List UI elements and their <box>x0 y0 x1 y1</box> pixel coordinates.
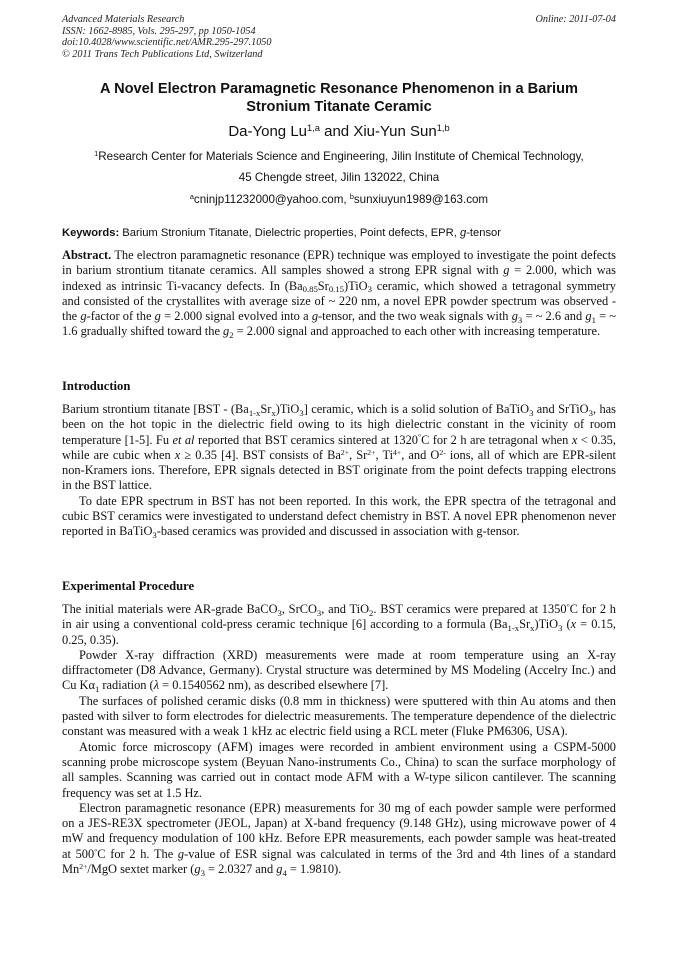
author-and: and <box>319 123 354 140</box>
paragraph-text: Sr <box>519 617 531 632</box>
keywords-g: g <box>459 227 467 239</box>
paragraph-text: = 0.1540562 nm), as described elsewhere [7]. <box>159 678 389 693</box>
paragraph-text: = 2.0327 and <box>204 862 277 877</box>
doi-line: doi:10.4028/www.scientific.net/AMR.295-297.1050 <box>62 37 272 49</box>
abstract <box>62 248 616 340</box>
paragraph-text: Powder X-ray diffraction (XRD) measurements were made at room temperature using an X-ray diffractometer (D8 Advance, Germany). Crystal structure was determined by MS Modeling (Accelry Inc.) and Cu Kα <box>62 647 616 693</box>
author-list <box>62 123 616 141</box>
abstract-sub: 3 <box>367 284 372 295</box>
exp-paragraph-3: The surfaces of polished ceramic disks (0.8 mm in thickness) were sputtered with thin Au atoms and then pasted with silver to form electrodes for dielectric measurements. The temperature dependence of the dielectric constant was measured with a weak 1 kHz ac electric field using a RCL meter (Fluke PM6306, USA). <box>62 693 616 739</box>
exp-paragraph-2 <box>62 648 616 694</box>
paragraph-text: Sr <box>260 402 272 416</box>
paragraph-text: )TiO <box>534 617 559 632</box>
abstract-text: g <box>223 324 230 339</box>
paragraph-text: C for 2 h. The <box>97 846 178 861</box>
intro-paragraph-2 <box>62 494 616 540</box>
abstract-text: g <box>311 309 319 324</box>
paragraph-text: The initial materials were AR-grade BaCO <box>62 602 278 616</box>
abstract-text: = 2.000 signal evolved into a <box>160 309 312 324</box>
italic-text: x <box>571 432 578 447</box>
online-date: Online: 2011-07-04 <box>535 14 616 25</box>
abstract-label: Abstract. <box>62 248 112 262</box>
email-a[interactable]: cninjp11232000@yahoo.com <box>193 193 344 206</box>
paragraph-text: radiation ( <box>99 678 154 693</box>
title-line-1: A Novel Electron Paramagnetic Resonance Phenomenon in a Barium <box>100 81 578 97</box>
subscript-text: 3 <box>152 529 157 540</box>
italic-text: et al <box>172 432 195 447</box>
superscript-text: 2+ <box>340 447 350 457</box>
paragraph-text: , has been on the hot topic in the dielectric field owing to its high dielectric constant in the vicinity of room temperature [1-5]. Fu <box>62 402 616 447</box>
superscript-text: ° <box>94 846 98 856</box>
superscript-text: 2+ <box>367 447 376 457</box>
abstract-text: = 2.000, which was indexed as intrinsic Ti-vacancy defects. In (Ba <box>62 263 617 293</box>
issn-line: ISSN: 1662-8985, Vols. 295-297, pp 1050-1054 <box>62 25 256 37</box>
subscript-text: 3 <box>558 622 563 633</box>
title-line-2: Stronium Titanate Ceramic <box>246 99 432 115</box>
abstract-text: The electron paramagnetic resonance (EPR) technique was employed to investigate the point defects in barium strontium titanate ceramics. All samples showed a strong EPR signal with <box>62 248 616 278</box>
abstract-text: Sr <box>317 278 329 293</box>
abstract-text: g <box>80 309 87 324</box>
subscript-text: 1-x <box>248 407 261 418</box>
affiliation-line-2: 45 Chengde street, Jilin 132022, China <box>238 171 440 184</box>
abstract-text: )TiO <box>343 278 368 293</box>
keywords <box>62 226 616 240</box>
introduction-body <box>62 402 616 540</box>
paragraph-text: )TiO <box>275 402 300 416</box>
paper-title <box>62 80 616 116</box>
subscript-text: 3 <box>529 407 534 418</box>
subscript-text: x <box>530 622 535 633</box>
email-separator: , <box>343 193 350 206</box>
copyright-line: © 2011 Trans Tech Publications Ltd, Switzerland <box>62 48 263 60</box>
affiliation-number: 1 <box>94 149 99 159</box>
paragraph-text: ] ceramic, which is a solid solution of BaTiO <box>303 402 530 416</box>
superscript-text: 4+ <box>393 447 402 457</box>
paragraph-text: ≥ 0.35 [4]. BST consists of Ba <box>180 447 341 462</box>
email-a-label: a <box>189 192 194 202</box>
author-2: Xiu-Yun Sun <box>353 123 437 140</box>
affiliation-line-1 <box>62 150 616 164</box>
abstract-sub: 0.85 <box>302 284 318 295</box>
paragraph-text: and SrTiO <box>533 402 589 416</box>
abstract-text: g <box>585 309 592 324</box>
subscript-text: 3 <box>299 407 304 418</box>
author-1-affil: 1,a <box>307 122 320 133</box>
section-heading-introduction: Introduction <box>62 379 131 393</box>
paragraph-text: , Ti <box>375 447 394 462</box>
affiliation-text-1: Research Center for Materials Science and Engineering, Jilin Institute of Chemical Technology, <box>98 150 584 163</box>
superscript-text: 2- <box>439 447 446 457</box>
superscript-text: ° <box>566 601 570 611</box>
keywords-label: Keywords: <box>62 227 120 239</box>
abstract-text: = 2.000 signal and approached to each other with increasing temperature. <box>233 324 601 339</box>
italic-text: g <box>276 862 283 877</box>
italic-text: g <box>177 846 185 861</box>
italic-text: x <box>174 447 181 462</box>
paragraph-text: C for 2 h are tetragonal when <box>421 432 572 447</box>
superscript-text: 2+ <box>79 861 88 871</box>
keywords-text: Barium Stronium Titanate, Dielectric properties, Point defects, EPR, <box>119 227 460 239</box>
journal-header <box>62 14 616 60</box>
exp-paragraph-5 <box>62 801 616 877</box>
subscript-text: 1-x <box>507 622 520 633</box>
paragraph-text: = 0.15, 0.25, 0.35). <box>62 617 616 647</box>
paragraph-text: ( <box>562 617 571 632</box>
paragraph-text: , Sr <box>349 447 368 462</box>
section-heading-experimental: Experimental Procedure <box>62 579 195 593</box>
email-b-label: b <box>349 192 354 202</box>
paragraph-text: ions, all of which are EPR-silent non-Kramers ions. Therefore, EPR signals detected in BST originate from the point defects trapping electrons in the BST lattice. <box>62 447 616 493</box>
italic-text: g <box>194 862 201 877</box>
abstract-sub: 3 <box>517 314 523 325</box>
subscript-text: 2 <box>369 607 374 618</box>
intro-paragraph-1 <box>62 402 616 494</box>
paragraph-text: , SrCO <box>281 602 317 616</box>
paragraph-text: reported that BST ceramics sintered at 1320 <box>194 432 418 447</box>
subscript-text: 3 <box>316 607 322 618</box>
subscript-text: 4 <box>282 867 287 878</box>
abstract-text: g <box>511 309 518 324</box>
subscript-text: 1 <box>95 684 100 695</box>
abstract-sub: 1 <box>591 314 596 325</box>
paragraph-text: , and TiO <box>321 602 370 616</box>
exp-paragraph-4: Atomic force microscopy (AFM) images were recorded in ambient environment using a CSPM-5000 scanning probe microscope system (Beyuan Nano-instruments Co., China) to scan the surface morphology of all samples. Scanning was carried out in contact mode AFM with a W-type silicon cantilever. The scanning frequency was set at 1.5 Hz. <box>62 739 616 800</box>
paragraph-text: Barium strontium titanate [BST - (Ba <box>62 402 249 416</box>
abstract-text: = ~ 1.6 gradually shifted toward the <box>62 309 617 339</box>
italic-text: λ <box>153 678 160 693</box>
author-1: Da-Yong Lu <box>228 123 308 140</box>
paragraph-text: -based ceramics was provided and discussed in association with g-tensor. <box>156 524 520 539</box>
author-2-affil: 1,b <box>436 122 450 133</box>
keywords-tail: -tensor <box>466 227 502 239</box>
abstract-text: g <box>154 309 161 324</box>
abstract-text: ceramic, which showed a tetragonal symmetry and consisted of the crystallites with average size of ~ 220 nm, a novel EPR powder spectrum was observed - the <box>62 278 616 324</box>
email-b[interactable]: sunxiuyun1989@163.com <box>353 193 489 206</box>
abstract-sub: 0.15 <box>328 284 344 295</box>
experimental-body <box>62 602 616 877</box>
abstract-text: g <box>503 263 510 278</box>
paragraph-text: To date EPR spectrum in BST has not been reported. In this work, the EPR spectra of the tetragonal and cubic BST ceramics were investigated to understand defect chemistry in BST. A novel EPR phenomenon never reported in BaTiO <box>62 493 616 539</box>
paragraph-text: C for 2 h in air using a conventional cold-press ceramic technique [6] according to a formula (Ba <box>62 602 616 632</box>
paragraph-text: < 0.35, while are cubic when <box>62 432 616 462</box>
paragraph-text: . BST ceramics were prepared at 1350 <box>373 602 567 616</box>
superscript-text: ° <box>417 432 422 442</box>
journal-name: Advanced Materials Research <box>62 14 185 25</box>
abstract-sub: 2 <box>229 330 234 341</box>
subscript-text: 3 <box>588 407 593 418</box>
email-line <box>62 193 616 207</box>
paragraph-text: Electron paramagnetic resonance (EPR) measurements for 30 mg of each powder sample were performed on a JES-RE3X spectrometer (JEOL, Japan) at X-band frequency (9.148 GHz), using microwave power of 4 mW and frequency modulation of 100 kHz. Before EPR measurements, each powder sample was heat-treated at 500 <box>62 800 616 861</box>
paragraph-text: -value of ESR signal was calculated in terms of the 3rd and 4th lines of a standard Mn <box>62 846 616 877</box>
subscript-text: 3 <box>277 607 282 618</box>
exp-paragraph-1 <box>62 602 616 648</box>
subscript-text: x <box>271 407 276 418</box>
italic-text: x <box>570 617 577 632</box>
abstract-text: -tensor, and the two weak signals with <box>318 309 512 324</box>
subscript-text: 3 <box>200 867 205 878</box>
paragraph-text: , and O <box>401 447 440 462</box>
abstract-text: = ~ 2.6 and <box>522 309 586 324</box>
abstract-text: -factor of the <box>86 309 155 324</box>
paragraph-text: = 1.9810). <box>286 862 342 877</box>
paragraph-text: /MgO sextet marker ( <box>87 862 195 877</box>
